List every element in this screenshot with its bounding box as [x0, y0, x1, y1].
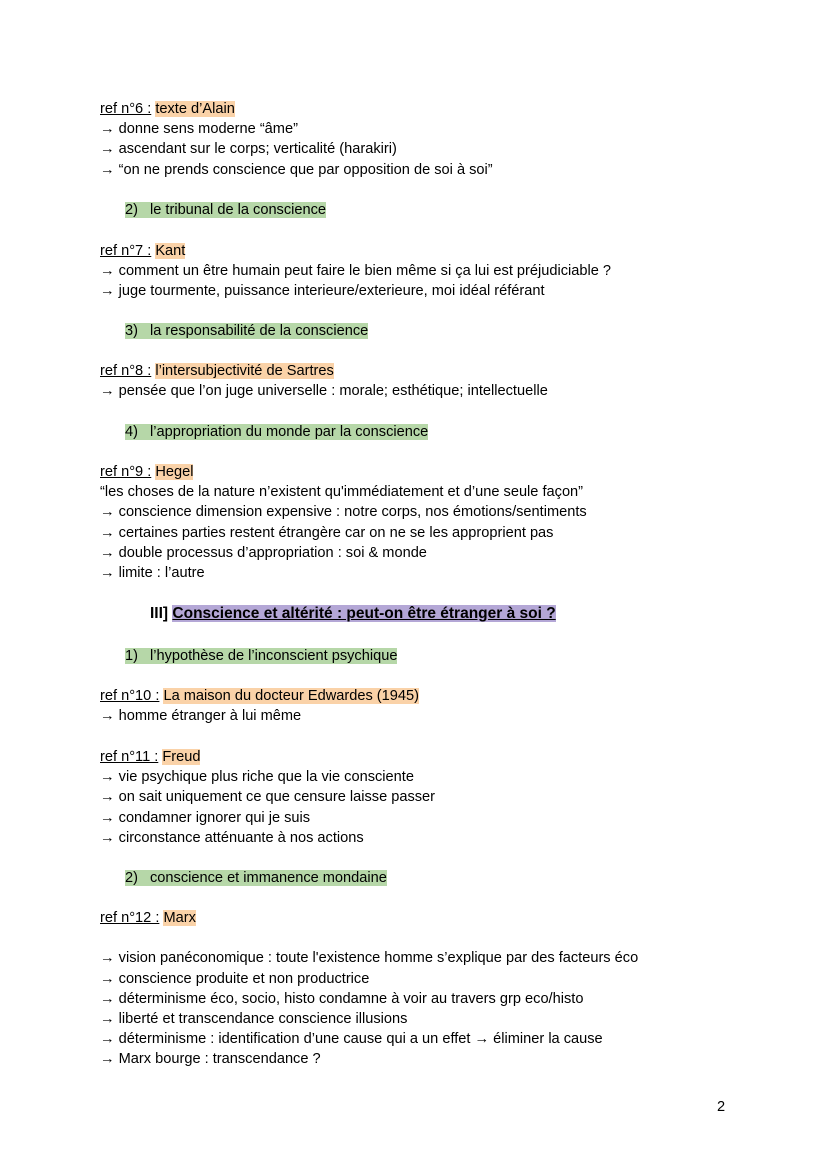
section-heading: [125, 645, 397, 667]
note-line: → condamner ignorer qui je suis: [100, 809, 311, 826]
ref-block: [100, 747, 740, 848]
note-line: → ascendant sur le corps; verticalité (harakiri): [100, 141, 397, 158]
ref-block: [100, 686, 740, 726]
ref-heading: [100, 241, 740, 261]
ref-block: [100, 241, 740, 302]
section-number: 2): [125, 870, 138, 886]
note-line: → déterminisme éco, socio, histo condamne à voir au travers grp eco/histo: [100, 990, 584, 1007]
ref-label: ref n°12 :: [100, 910, 160, 926]
note-line: → homme étranger à lui même: [100, 708, 302, 725]
ref-heading: [100, 462, 740, 482]
ref-label: ref n°10 :: [100, 688, 160, 704]
ref-heading: [100, 361, 740, 381]
note-line: → double processus d’appropriation : soi & monde: [100, 544, 427, 561]
ref-label: ref n°6 :: [100, 101, 152, 117]
note-line: → “on ne prends conscience que par opposition de soi à soi”: [100, 161, 493, 178]
part-title: Conscience et altérité : peut-on être étranger à soi ?: [172, 605, 556, 622]
section-title: l’appropriation du monde par la conscience: [150, 424, 429, 440]
ref-title: La maison du docteur Edwardes (1945): [163, 688, 419, 704]
section-heading: [125, 199, 326, 221]
ref-title: Hegel: [155, 464, 194, 480]
ref-heading: [100, 747, 740, 767]
ref-title: l’intersubjectivité de Sartres: [155, 363, 334, 379]
note-line: → vision panéconomique : toute l'existence homme s’explique par des facteurs éco: [100, 950, 639, 967]
note-line: → on sait uniquement ce que censure laisse passer: [100, 789, 436, 806]
note-line: → déterminisme : identification d’une cause qui a un effet → éliminer la cause: [100, 1031, 603, 1048]
ref-label: ref n°9 :: [100, 464, 152, 480]
note-line: → limite : l’autre: [100, 564, 205, 581]
section-heading: [125, 867, 387, 889]
section-heading: [125, 421, 428, 443]
section-number: 3): [125, 323, 138, 339]
section-number: 4): [125, 424, 138, 440]
section-number: 2): [125, 202, 138, 218]
blank-line: [100, 928, 740, 948]
ref-block: [100, 99, 740, 180]
ref-title: Freud: [162, 749, 201, 765]
ref-title: Kant: [155, 243, 186, 259]
ref-title: texte d’Alain: [155, 101, 235, 117]
ref-block: [100, 908, 740, 1070]
section-title: conscience et immanence mondaine: [150, 870, 387, 886]
note-line: → certaines parties restent étrangère car on ne se les approprient pas: [100, 524, 554, 541]
ref-label: ref n°8 :: [100, 363, 152, 379]
ref-heading: [100, 908, 740, 928]
quote-line: “les choses de la nature n’existent qu'immédiatement et d’une seule façon”: [100, 484, 584, 501]
section-title: la responsabilité de la conscience: [150, 323, 369, 339]
note-line: → conscience dimension expensive : notre corps, nos émotions/sentiments: [100, 504, 587, 521]
note-line: → circonstance atténuante à nos actions: [100, 829, 364, 846]
note-line: → Marx bourge : transcendance ?: [100, 1051, 321, 1068]
page-number: 2: [717, 1099, 726, 1115]
ref-heading: [100, 99, 740, 119]
section-number: 1): [125, 648, 138, 664]
part-number: III]: [150, 605, 169, 622]
ref-label: ref n°11 :: [100, 749, 159, 765]
note-line: → liberté et transcendance conscience illusions: [100, 1010, 408, 1027]
note-line: → pensée que l’on juge universelle : morale; esthétique; intellectuelle: [100, 383, 548, 400]
note-line: → juge tourmente, puissance interieure/exterieure, moi idéal référant: [100, 283, 545, 300]
ref-label: ref n°7 :: [100, 243, 152, 259]
part-heading: [150, 603, 556, 625]
note-line: → conscience produite et non productrice: [100, 970, 370, 987]
section-title: le tribunal de la conscience: [150, 202, 327, 218]
section-title: l’hypothèse de l’inconscient psychique: [150, 648, 398, 664]
ref-block: [100, 361, 740, 401]
note-line: → vie psychique plus riche que la vie consciente: [100, 769, 414, 786]
section-heading: [125, 320, 368, 342]
note-line: → comment un être humain peut faire le bien même si ça lui est préjudiciable ?: [100, 263, 612, 280]
ref-title: Marx: [163, 910, 196, 926]
note-line: → donne sens moderne “âme”: [100, 121, 298, 138]
ref-block: [100, 462, 740, 583]
ref-heading: [100, 686, 740, 706]
